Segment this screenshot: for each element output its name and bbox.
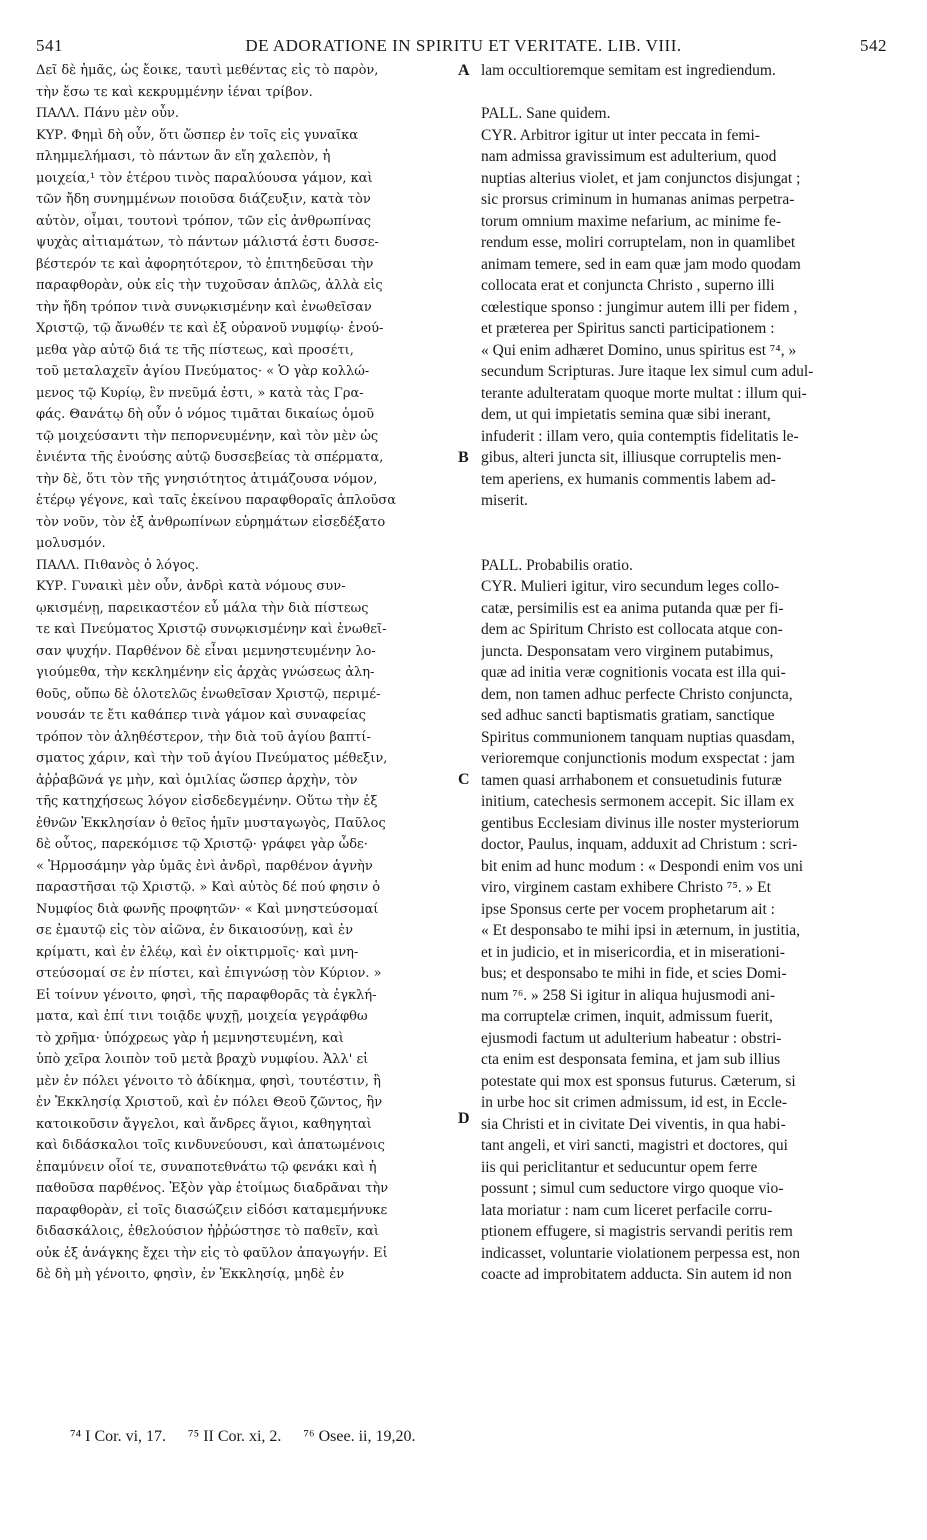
- greek-line: παραφθορὰν, οὐκ εἰς τὴν τυχοῦσαν ἁπλῶς, ἀλλὰ εἰς: [36, 278, 383, 293]
- greek-line: τὴν δὲ, ὅτι τὸν τῆς γνησιότητος ἀτιμάζουσα νόμον,: [36, 471, 378, 487]
- greek-line: ἑτέρῳ γέγονε, καὶ ταῖς ἐκείνου παραφθοραῖς ἁπλοῦσα: [36, 493, 396, 508]
- latin-line: lata moriatur : nam cum liceret perfacile corru-: [481, 1201, 773, 1219]
- greek-column: [36, 60, 456, 1286]
- footnote-74: ⁷⁴ I Cor. vi, 17.: [70, 1428, 167, 1445]
- latin-line: nam admissa gravissimum est adulterium, quod: [481, 148, 777, 165]
- greek-line: μοιχεία,¹ τὸν ἑτέρου τινὸς παραλύουσα γάμον, καὶ: [36, 170, 373, 186]
- latin-line: catæ, persimilis est ea anima putanda quæ per fi-: [481, 599, 784, 617]
- latin-column: [481, 60, 891, 1286]
- latin-line: bit enim ad hunc modum : « Despondi enim vos uni: [481, 857, 804, 875]
- greek-line: γιούμεθα, τὴν κεκλημένην εἰς ἀρχὰς γνώσεως ἀλη-: [36, 665, 375, 680]
- greek-line: κατοικοῦσιν ἄγγελοι, καὶ ἄνδρες ἅγιοι, καθηγηταὶ: [36, 1116, 372, 1132]
- greek-line: ἐν Ἐκκλησίᾳ Χριστοῦ, καὶ ἐν πόλει Θεοῦ ζῶντος, ἣν: [36, 1095, 383, 1110]
- greek-line: ἀῤῥαβῶνά γε μὴν, καὶ ὁμιλίας ὥσπερ ἀρχὴν, τὸν: [36, 772, 358, 788]
- latin-line: gibus, alteri juncta sit, illiusque corruptelis men-: [481, 449, 782, 466]
- latin-line: CYR. Mulieri igitur, viro secundum leges collo-: [481, 578, 780, 595]
- page-number-left: 541: [36, 36, 63, 55]
- latin-line: miserit.: [481, 492, 528, 509]
- latin-line: [481, 512, 891, 534]
- greek-line: μεθα γὰρ αὐτῷ διά τε τῆς πίστεως, καὶ προσέτι,: [36, 342, 354, 358]
- latin-line: doctor, Paulus, inquam, adduxit ad Christum : scri-: [481, 836, 798, 853]
- latin-line: Spiritus communionem tanquam nuptias quasdam,: [481, 728, 795, 746]
- latin-line: in urbe hoc sit crimen admissum, id est, in Eccle-: [481, 1094, 788, 1111]
- running-header: [0, 36, 927, 60]
- greek-line: τρόπον τὸν ἀληθέστερον, τὴν διὰ τοῦ ἁγίου βαπτί-: [36, 729, 371, 745]
- greek-line: στεύσομαί σε ἐν πίστει, καὶ ἐπιγνώσῃ τὸν Κύριον. »: [36, 966, 382, 981]
- greek-line: ἐθνῶν Ἐκκλησίαν ὁ θεῖος ἡμῖν μυσταγωγὸς, Παῦλος: [36, 815, 386, 831]
- page-number-right: 542: [860, 36, 887, 55]
- latin-line: ptionem effugere, si magistris servandi peritis rem: [481, 1223, 793, 1240]
- greek-line: ψυχὰς αἰτιαμάτων, τὸ πάντων μάλιστά ἐστι δυσσε-: [36, 235, 379, 250]
- greek-line: παραστῆσαι τῷ Χριστῷ. » Καὶ αὐτὸς δέ πού φησιν ὁ: [36, 880, 381, 895]
- latin-line: collocata erat et conjuncta Christo , superno illi: [481, 277, 775, 294]
- greek-line: τὴν ἤδη τρόπον τινὰ συνῳκισμένην καὶ ἐνωθεῖσαν: [36, 299, 372, 315]
- latin-line: dem, non tamen adhuc perfecte Christo conjuncta,: [481, 685, 793, 703]
- greek-line: οὐκ ἐξ ἀνάγκης ἔχει τὴν εἰς τὸ φαῦλον ἀπαγωγήν. Εἰ: [36, 1245, 388, 1261]
- running-head-title: DE ADORATIONE IN SPIRITU ET VERITATE. LIB. VIII.: [245, 36, 682, 55]
- latin-line: lam occultioremque semitam est ingrediendum.: [481, 62, 776, 79]
- greek-line: ἐνιέντα τῆς ἐνούσης αὐτῷ δυσσεβείας τὰ σπέρματα,: [36, 450, 384, 465]
- latin-line: « Et desponsabo te mihi ipsi in æternum, in justitia,: [481, 922, 801, 939]
- greek-line: παθοῦσα παρθένος. Ἐξὸν γὰρ ἑτοίμως διαδρᾶναι τὴν: [36, 1181, 389, 1196]
- latin-line: cœlestique sponso : jungimur autem illi per fidem ,: [481, 298, 798, 316]
- greek-line: πλημμελήμασι, τὸ πάντων ἂν εἴη χαλεπὸν, ἡ: [36, 149, 331, 164]
- latin-line: possunt ; simul cum seductore virgo quoque vio-: [481, 1180, 784, 1197]
- greek-line: βέστερόν τε καὶ ἀφορητότερον, τὸ ἐπιτηδεῦσαι τὴν: [36, 256, 374, 272]
- latin-line: PALL. Probabilis oratio.: [481, 556, 633, 574]
- greek-line: θοῦς, οὔπω δὲ ὁλοτελῶς ἑνωθεῖσαν Χριστῷ, περιμέ-: [36, 686, 381, 702]
- latin-line: dem ac Spiritum Christo est collocata atque con-: [481, 621, 783, 638]
- latin-line: viro, virginem castam exhibere Christo ⁷⁵. » Et: [481, 879, 771, 896]
- greek-line: τῶν ἤδη συνημμένων ποιοῦσα διάζευξιν, κατὰ τὸν: [36, 192, 371, 207]
- latin-line: torum omnium maxime nefarium, ac minime fe-: [481, 212, 782, 230]
- latin-line: PALL. Sane quidem.: [481, 105, 611, 122]
- latin-line: potestate qui mox est sponsus futurus. Cæterum, si: [481, 1072, 796, 1090]
- latin-line: et præterea per Spiritus sancti participationem :: [481, 320, 775, 337]
- latin-line: tem aperiens, ex humanis commentis labem ad-: [481, 470, 776, 488]
- latin-line: quæ ad initia veræ cognitionis vocata est illa qui-: [481, 664, 786, 681]
- greek-line: σε ἐμαυτῷ εἰς τὸν αἰῶνα, ἐν δικαιοσύνῃ, καὶ ἐν: [36, 923, 354, 938]
- latin-line: terante adulteratam quoque morte multat : illum qui-: [481, 384, 807, 402]
- latin-line: juncta. Desponsatam vero virginem putabimus,: [481, 642, 774, 660]
- greek-line: τὸν νοῦν, τὸν ἐξ ἀνθρωπίνων εὑρημάτων εἰσεδέξατο: [36, 514, 386, 530]
- greek-line: τὸ χρῆμα· ὑπόχρεως γὰρ ἡ μεμνηστευμένη, καὶ: [36, 1030, 344, 1046]
- latin-line: infuderit : illam vero, quia contemptis fidelitatis le-: [481, 427, 799, 445]
- latin-line: cta enim est desponsata femina, et jam sub illius: [481, 1051, 781, 1068]
- greek-line: σματος χάριν, καὶ τὴν τοῦ ἁγίου Πνεύματος μέθεξιν,: [36, 751, 388, 766]
- greek-line: τὴν ἔσω τε καὶ κεκρυμμένην ἰέναι τρίβον.: [36, 84, 313, 100]
- latin-line: [481, 82, 891, 104]
- latin-line: [481, 533, 891, 555]
- latin-line: et in judicio, et in misericordia, et in miserationi-: [481, 943, 785, 961]
- greek-line: ΚΥΡ. Φημὶ δὴ οὖν, ὅτι ὥσπερ ἐν τοῖς εἰς γυναῖκα: [36, 127, 358, 143]
- greek-line: ἐπαμύνειν οἷοί τε, συναποτεθνάτω τῷ φενάκι καὶ ἡ: [36, 1159, 377, 1175]
- latin-line: rendum esse, moliri corruptelam, non in quamlibet: [481, 234, 796, 251]
- greek-line: « Ἡρμοσάμην γὰρ ὑμᾶς ἑνὶ ἀνδρὶ, παρθένον ἁγνὴν: [36, 858, 373, 874]
- latin-line: tamen quasi arrhabonem et consuetudinis futuræ: [481, 771, 782, 789]
- footnotes: [70, 1428, 433, 1446]
- greek-line: ΠΑΛΛ. Πιθανὸς ὁ λόγος.: [36, 557, 199, 573]
- greek-line: διδασκάλοις, ἐθελούσιον ἠῤῥώστησε τὸ παθεῖν, καὶ: [36, 1224, 379, 1239]
- latin-line: « Qui enim adhæret Domino, unus spiritus est ⁷⁴, »: [481, 341, 797, 359]
- latin-line: sia Christi et in civitate Dei viventis, in qua habi-: [481, 1115, 786, 1133]
- greek-line: μολυσμόν.: [36, 536, 106, 551]
- latin-line: gentibus Ecclesiam divinus ille noster mysteriorum: [481, 814, 800, 832]
- greek-line: ὑπὸ χεῖρα λοιπὸν τοῦ μετὰ βραχὺ νυμφίου. Ἀλλ' εἰ: [36, 1052, 369, 1067]
- greek-line: Δεῖ δὲ ἡμᾶς, ὡς ἔοικε, ταυτὶ μεθέντας εἰς τὸ παρὸν,: [36, 63, 379, 78]
- footnote-75: ⁷⁵ II Cor. xi, 2.: [188, 1428, 282, 1445]
- greek-line: μενος τῷ Κυρίῳ, ἓν πνεῦμά ἐστι, » κατὰ τὰς Γρα-: [36, 385, 364, 401]
- latin-line: nuptias alterius violet, et jam conjunctos disjungat ;: [481, 169, 801, 187]
- greek-line: ματα, καὶ ἐπί τινι τοιᾷδε ψυχῇ, μοιχεία γεγράφθω: [36, 1009, 368, 1024]
- greek-line: δὲ οὗτος, παρεκόμισε τῷ Χριστῷ· γράφει γὰρ ὧδε·: [36, 837, 368, 852]
- greek-line: ΠΑΛΛ. Πάνυ μὲν οὖν.: [36, 106, 180, 121]
- latin-line: CYR. Arbitror igitur ut inter peccata in femi-: [481, 126, 760, 144]
- greek-line: σαν ψυχήν. Παρθένον δὲ εἶναι μεμνηστευμένην λο-: [36, 643, 376, 659]
- latin-line: sic prorsus criminum in humanas animas perpetra-: [481, 191, 795, 208]
- greek-line: νουσάν τε ἔτι καθάπερ τινὰ γάμον καὶ συναφείας: [36, 708, 366, 723]
- greek-line: φάς. Θανάτῳ δὴ οὖν ὁ νόμος τιμᾶται δικαίως ὁμοῦ: [36, 407, 375, 422]
- latin-line: ma corruptelæ crimen, inquit, admissum fuerit,: [481, 1008, 773, 1025]
- latin-line: ejusmodi factum ut adulterium habeatur : obstri-: [481, 1029, 782, 1047]
- latin-line: indicasset, voluntarie violationem perpessa est, non: [481, 1244, 800, 1262]
- greek-line: Εἰ τοίνυν γένοιτο, φησὶ, τῆς παραφθορᾶς τὰ ἐγκλή-: [36, 987, 377, 1003]
- latin-line: ipse Sponsus certe per vocem prophetarum ait :: [481, 900, 775, 918]
- greek-line: κρίματι, καὶ ἐν ἐλέῳ, καὶ ἐν οἰκτιρμοῖς· καὶ μνη-: [36, 944, 359, 960]
- greek-line: τῷ μοιχεύσαντι τὴν πεπορνευμένην, καὶ τὸν μὲν ὡς: [36, 428, 379, 444]
- greek-line: Νυμφίος διὰ φωνῆς προφητῶν· « Καὶ μνηστεύσομαί: [36, 901, 379, 917]
- latin-line: tant angeli, et viri sancti, magistri et doctores, qui: [481, 1137, 788, 1154]
- greek-line: παραφθορὰν, εἰ τοῖς διασώζειν εἰδόσι καταμεμήνυκε: [36, 1202, 388, 1218]
- latin-line: coacte ad improbitatem adducta. Sin autem id non: [481, 1266, 792, 1283]
- greek-line: τῆς κατηχήσεως λόγον εἰσδεδεγμένην. Οὕτω τὴν ἐξ: [36, 794, 378, 809]
- latin-line: initium, catechesis sermonem accepit. Sic illam ex: [481, 793, 795, 810]
- greek-line: αὐτὸν, οἶμαι, τουτονὶ τρόπον, τῶν εἰς ἀνθρωπίνας: [36, 213, 372, 229]
- greek-line: δὲ δὴ μὴ γένοιτο, φησὶν, ἐν Ἐκκλησίᾳ, μηδὲ ἐν: [36, 1267, 345, 1282]
- margin-letter-d: D: [458, 1110, 470, 1127]
- greek-line: καὶ διδάσκαλοι τοῖς κινδυνεύουσι, καὶ ἀπατωμένοις: [36, 1138, 385, 1153]
- greek-line: ῳκισμένῃ, παρεικαστέον εὖ μάλα τὴν διὰ πίστεως: [36, 600, 369, 616]
- greek-line: Χριστῷ, τῷ ἄνωθέν τε καὶ ἐξ οὐρανοῦ νυμφίῳ· ἑνού-: [36, 321, 384, 336]
- latin-line: iis qui periclitantur et seducuntur opem ferre: [481, 1158, 758, 1176]
- margin-letter-b: B: [458, 449, 469, 466]
- latin-line: num ⁷⁶. » 258 Si igitur in aliqua hujusmodi ani-: [481, 986, 776, 1004]
- latin-line: animam temere, sed in eam quæ jam modo quodam: [481, 255, 801, 273]
- latin-line: verioremque conjunctionis modum exspectat : jam: [481, 750, 795, 767]
- margin-letter-a: A: [458, 62, 470, 79]
- greek-line: τε καὶ Πνεύματος Χριστῷ συνῳκισμένην καὶ ἑνωθεῖ-: [36, 622, 387, 637]
- latin-line: sed adhuc sancti baptismatis gratiam, sanctique: [481, 707, 775, 724]
- footnote-76: ⁷⁶ Osee. ii, 19,20.: [303, 1428, 416, 1445]
- latin-line: dem, ut qui impietatis semina quæ sibi inerant,: [481, 406, 771, 423]
- greek-line: τοῦ μεταλαχεῖν ἁγίου Πνεύματος· « Ὁ γὰρ κολλώ-: [36, 364, 370, 379]
- greek-line: ΚΥΡ. Γυναικὶ μὲν οὖν, ἀνδρὶ κατὰ νόμους συν-: [36, 579, 346, 594]
- latin-line: secundum Scripturas. Jure itaque lex simul cum adul-: [481, 363, 814, 380]
- greek-line: μὲν ἐν πόλει γένοιτο τὸ ἀδίκημα, φησὶ, τουτέστιν, ἢ: [36, 1073, 381, 1089]
- margin-letter-c: C: [458, 771, 470, 788]
- latin-line: bus; et desponsabo te mihi in fide, et scies Domi-: [481, 965, 787, 982]
